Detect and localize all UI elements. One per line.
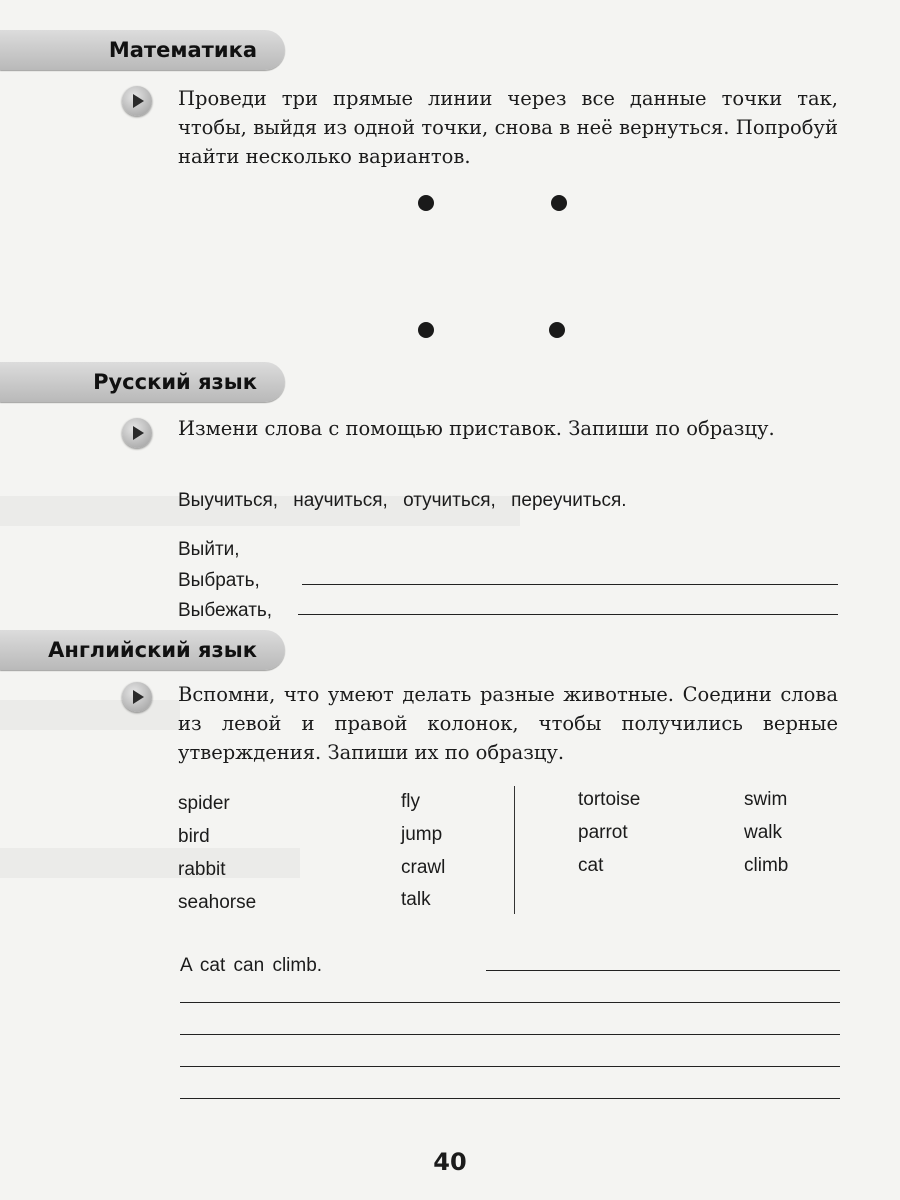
section-title-russian: Русский язык (93, 370, 257, 394)
math-task-text: Проведи три прямые линии через все данные точки так, чтобы, выйдя из одной точки, снова в неё вернуться. Попробуй найти несколько вариантов. (178, 87, 838, 168)
section-title-math: Математика (108, 38, 257, 62)
english-example: A cat can climb. (180, 955, 323, 976)
answer-line[interactable] (298, 614, 838, 615)
puzzle-dot (551, 195, 567, 211)
verb-word: talk (401, 889, 431, 910)
animal-word: cat (578, 855, 604, 876)
verb-word: walk (744, 822, 783, 843)
verb-word: jump (401, 824, 443, 845)
russian-task-text: Измени слова с помощью приставок. Запиши по образцу. (178, 417, 775, 440)
russian-item: Выбежать, (178, 600, 273, 621)
animal-word: seahorse (178, 892, 257, 913)
answer-line[interactable] (180, 1002, 840, 1003)
play-icon (122, 682, 152, 712)
verb-word: crawl (401, 857, 446, 878)
play-icon (122, 86, 152, 116)
page-number: 40 (433, 1148, 467, 1176)
animal-word: parrot (578, 822, 628, 843)
russian-item: Выбрать, (178, 570, 260, 591)
english-task-text: Вспомни, что умеют делать разные животные. Соедини слова из левой и правой колонок, чтобы получились верные утверждения. Запиши их по образцу. (178, 683, 838, 764)
animal-word: tortoise (578, 789, 641, 810)
section-header-russian (0, 362, 285, 402)
puzzle-dot (549, 322, 565, 338)
animal-word: bird (178, 826, 210, 847)
puzzle-dot (418, 195, 434, 211)
section-header-english (0, 630, 285, 670)
russian-example: Выучиться, научиться, отучиться, переучиться. (178, 490, 627, 511)
show-through-band (0, 848, 300, 878)
answer-line[interactable] (180, 1034, 840, 1035)
section-title-english: Английский язык (48, 638, 257, 662)
verb-word: fly (401, 791, 420, 812)
answer-line[interactable] (180, 1066, 840, 1067)
show-through-band (0, 700, 180, 730)
puzzle-dot (418, 322, 434, 338)
animal-word: spider (178, 793, 230, 814)
column-divider (514, 786, 515, 914)
verb-word: swim (744, 789, 788, 810)
section-header-math (0, 30, 285, 70)
answer-line[interactable] (302, 584, 838, 585)
play-icon (122, 418, 152, 448)
answer-line[interactable] (486, 970, 840, 971)
answer-line[interactable] (180, 1098, 840, 1099)
russian-item: Выйти, (178, 539, 240, 560)
animal-word: rabbit (178, 859, 226, 880)
verb-word: climb (744, 855, 789, 876)
